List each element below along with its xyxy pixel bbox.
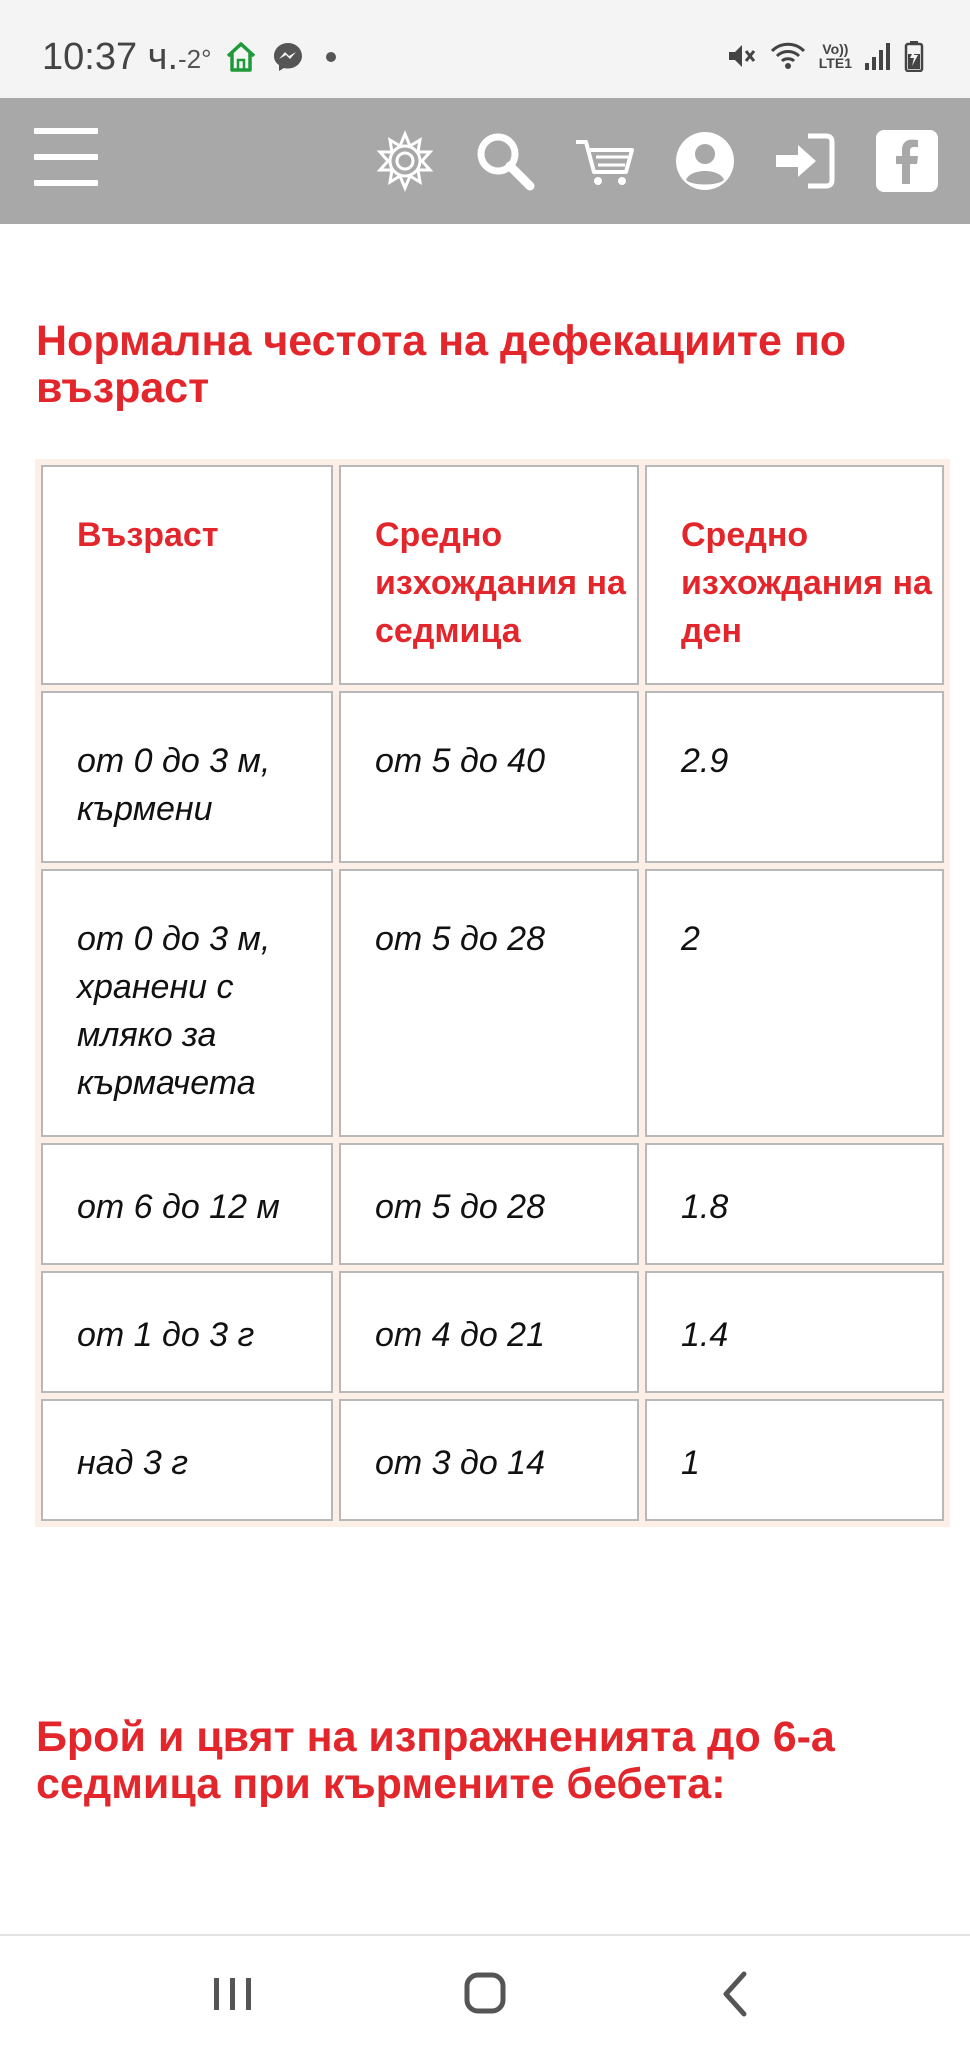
cell-age: от 6 до 12 м <box>41 1143 333 1265</box>
cell-per-week: от 5 до 28 <box>339 1143 639 1265</box>
cart-icon[interactable] <box>572 128 638 194</box>
cell-age: от 0 до 3 м, кърмени <box>41 691 333 863</box>
table-row <box>41 1143 944 1265</box>
table-row <box>41 869 944 1137</box>
cell-per-week: от 3 до 14 <box>339 1399 639 1521</box>
status-bar <box>0 0 970 98</box>
cell-age: от 0 до 3 м, хранени с мляко за кърмачета <box>41 869 333 1137</box>
recent-apps-icon[interactable] <box>202 1966 262 2022</box>
table-header-row <box>41 465 944 685</box>
search-icon[interactable] <box>472 128 538 194</box>
status-temperature: -2° <box>178 44 212 74</box>
header-per-week: Средно изхождания на седмица <box>339 465 639 685</box>
cell-per-week: от 5 до 40 <box>339 691 639 863</box>
battery-icon <box>904 40 924 72</box>
cell-per-day: 2 <box>645 869 944 1137</box>
login-icon[interactable] <box>772 128 838 194</box>
wifi-icon <box>769 40 807 72</box>
menu-icon[interactable] <box>34 128 98 188</box>
network-type: Vo)) LTE1 <box>818 41 852 71</box>
table-row <box>41 1271 944 1393</box>
cell-age: от 1 до 3 г <box>41 1271 333 1393</box>
notification-dot <box>326 52 336 62</box>
system-nav-bar <box>0 1934 970 2050</box>
mandala-icon[interactable] <box>372 128 438 194</box>
cell-per-day: 2.9 <box>645 691 944 863</box>
back-icon[interactable] <box>706 1966 766 2022</box>
section-title-count-color: Брой и цвят на изпражненията до 6-а седмица при кърмените бебета: <box>36 1713 835 1808</box>
messenger-icon <box>272 41 304 73</box>
facebook-icon[interactable] <box>876 130 938 192</box>
home-icon <box>224 40 258 74</box>
cell-age: над 3 г <box>41 1399 333 1521</box>
cell-per-week: от 4 до 21 <box>339 1271 639 1393</box>
signal-icon <box>864 41 892 71</box>
cell-per-week: от 5 до 28 <box>339 869 639 1137</box>
site-header <box>0 98 970 224</box>
table-row <box>41 1399 944 1521</box>
user-icon[interactable] <box>672 128 738 194</box>
section-title-frequency: Нормална честота на дефекациите по възраст <box>36 317 847 412</box>
table-row <box>41 691 944 863</box>
frequency-table <box>35 459 935 1527</box>
cell-per-day: 1.4 <box>645 1271 944 1393</box>
header-age: Възраст <box>41 465 333 685</box>
cell-per-day: 1.8 <box>645 1143 944 1265</box>
cell-per-day: 1 <box>645 1399 944 1521</box>
mute-icon <box>725 40 757 72</box>
header-per-day: Средно изхождания на ден <box>645 465 944 685</box>
home-button-icon[interactable] <box>455 1966 515 2022</box>
status-time: 10:37 ч. <box>42 36 179 78</box>
